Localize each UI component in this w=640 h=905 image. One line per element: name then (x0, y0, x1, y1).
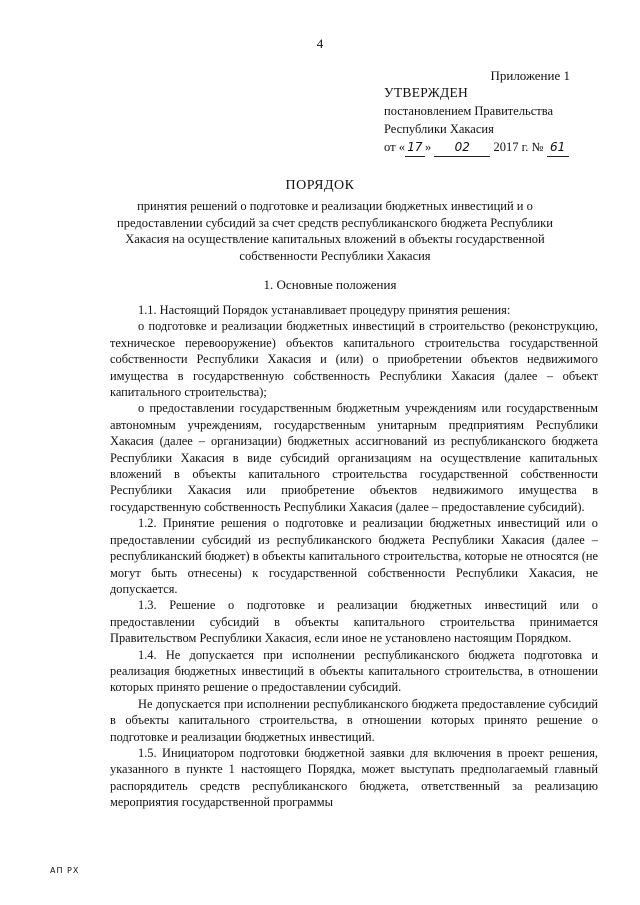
paragraph-1-3: 1.3. Решение о подготовке и реализации бюджетных инвестиций или о предоставлении субсидий в объекты капитального строительства принимается Правительством Республики Хакасия, если иное не установлено настоящим Порядком. (110, 598, 598, 646)
handwritten-number: 61 (547, 138, 569, 157)
approval-line-2: Республики Хакасия (384, 122, 494, 136)
paragraph-1-4-b: Не допускается при исполнении республиканского бюджета предоставление субсидий в объекты капитального строительства, в отношении которых принято решение о подготовке и реализации бюджетных инвестиций. (110, 696, 598, 744)
document-title: ПОРЯДОК (285, 178, 355, 193)
paragraph-1-1: 1.1. Настоящий Порядок устанавливает процедуру принятия решения: (138, 303, 511, 317)
approval-block (384, 84, 569, 157)
approval-date-line (384, 138, 569, 157)
handwritten-month: 02 (434, 138, 490, 157)
day-close-quote: » (424, 140, 432, 154)
appendix-label: Приложение 1 (490, 68, 570, 83)
body-text (110, 302, 598, 811)
page-number: 4 (316, 36, 324, 51)
handwritten-day: 17 (405, 138, 425, 157)
paragraph-1-4: 1.4. Не допускается при исполнении республиканского бюджета подготовка и реализация бюджетных инвестиций в объекты капитального строительства, в отношении которых принято решение о предоставлении субсидий. (110, 647, 598, 695)
footer-code: АП РХ (50, 866, 80, 875)
paragraph-1-5: 1.5. Инициатором подготовки бюджетной заявки для включения в проект решения, указанного в пункте 1 настоящего Порядка, может выступать предполагаемый главный распорядитель средств республиканского бюджета, ответственный за реализацию мероприятия государственной программы (110, 745, 598, 810)
section-heading: 1. Основные положения (263, 277, 397, 292)
from-label: от (384, 140, 396, 154)
year-text: 2017 г. № (493, 140, 544, 154)
day-open-quote: « (398, 140, 405, 154)
document-subtitle: принятия решений о подготовке и реализации бюджетных инвестиций и о предоставлении субсидий за счет средств республиканского бюджета Республики Хакасия на осуществление капитальных вложений в объекты государственной собственности Республики Хакасия (117, 199, 553, 263)
paragraph-1-1-a: о подготовке и реализации бюджетных инвестиций в строительство (реконструкцию, техническое перевооружение) объектов капитального строительства государственной собственности Республики Хакасия и (или) о приобретении объектов недвижимого имущества в государственную собственность Республики Хакасия (далее – объект капитального строительства); (110, 319, 598, 400)
paragraph-1-1-b: о предоставлении государственным бюджетным учреждениям или государственным автономным учреждениям, государственным унитарным предприятиям Республики Хакасия (далее – организации) бюджетных ассигнований из республиканского бюджета Республики Хакасия в виде субсидий организациям на осуществление капитальных вложений в объекты капитального строительства государственной собственности Республики Хакасия или приобретение объектов недвижимого имущества в государственную собственность Республики Хакасия (далее – предоставление субсидий). (110, 401, 598, 514)
approved-stamp-text: УТВЕРЖДЕН (384, 85, 469, 100)
paragraph-1-2: 1.2. Принятие решения о подготовке и реализации бюджетных инвестиций или о предоставлении субсидий из республиканского бюджета Республики Хакасия (далее – республиканский бюджет) в объекты капитального строительства, которые не относятся (не могут быть отнесены) к государственной собственности Республики Хакасия, не допускается. (110, 516, 598, 596)
approval-line-1: постановлением Правительства (384, 104, 554, 118)
